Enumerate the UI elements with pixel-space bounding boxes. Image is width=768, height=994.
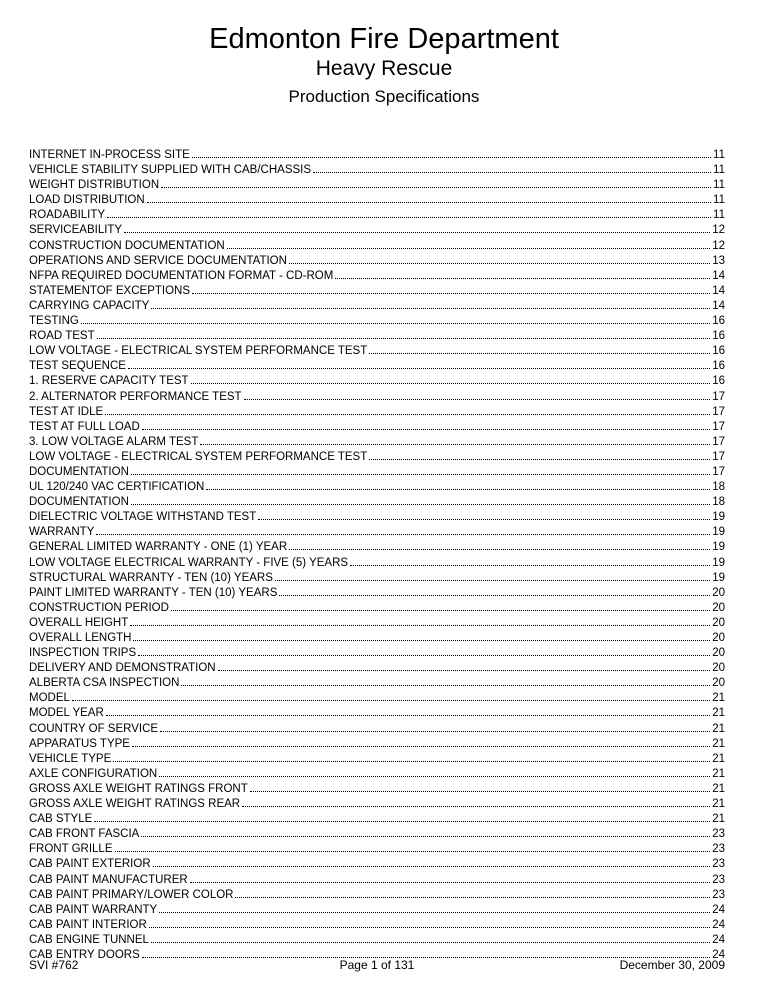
toc-dot-leader: [160, 731, 710, 732]
toc-entry-label: APPARATUS TYPE: [29, 737, 130, 750]
toc-entry-page: 20: [712, 601, 725, 614]
toc-dot-leader: [369, 353, 710, 354]
toc-entry-page: 17: [712, 405, 725, 418]
toc-entry-label: TEST SEQUENCE: [29, 360, 126, 373]
toc-entry-label: WEIGHT DISTRIBUTION: [29, 179, 160, 192]
toc-dot-leader: [81, 323, 710, 324]
toc-entry[interactable]: [29, 842, 725, 857]
toc-entry-page: 20: [712, 616, 725, 629]
toc-entry-label: 2. ALTERNATOR PERFORMANCE TEST: [29, 390, 242, 403]
toc-entry-label: PAINT LIMITED WARRANTY - TEN (10) YEARS: [29, 586, 278, 599]
toc-entry-page: 14: [712, 284, 725, 297]
toc-entry[interactable]: [29, 239, 725, 254]
toc-dot-leader: [142, 429, 710, 430]
toc-entry-page: 23: [712, 858, 725, 871]
toc-entry-label: DOCUMENTATION: [29, 496, 129, 509]
toc-dot-leader: [171, 610, 710, 611]
toc-dot-leader: [131, 474, 710, 475]
toc-entry[interactable]: [29, 540, 725, 555]
toc-entry-page: 11: [713, 164, 725, 177]
toc-entry-label: STATEMENTOF EXCEPTIONS: [29, 284, 191, 297]
document-title: Edmonton Fire Department: [209, 23, 559, 55]
toc-entry[interactable]: [29, 873, 725, 888]
toc-entry-label: VEHICLE STABILITY SUPPLIED WITH CAB/CHASSIS: [29, 164, 312, 177]
toc-entry-page: 14: [712, 299, 725, 312]
toc-entry-label: CAB PAINT INTERIOR: [29, 918, 147, 931]
toc-entry-page: 16: [712, 315, 725, 328]
toc-entry-label: CAB FRONT FASCIA: [29, 828, 140, 841]
toc-dot-leader: [96, 534, 710, 535]
document-subtitle: Heavy Rescue: [315, 57, 453, 80]
toc-entry-label: CAB PAINT WARRANTY: [29, 903, 158, 916]
toc-entry[interactable]: [29, 193, 725, 208]
toc-entry-page: 11: [713, 209, 725, 222]
toc-entry-page: 14: [712, 269, 725, 282]
toc-entry-label: ROADABILITY: [29, 209, 106, 222]
toc-entry-label: NFPA REQUIRED DOCUMENTATION FORMAT - CD-ROM: [29, 269, 334, 282]
toc-entry-label: OVERALL HEIGHT: [29, 616, 129, 629]
toc-entry[interactable]: [29, 737, 725, 752]
toc-dot-leader: [350, 565, 710, 566]
toc-entry-label: INTERNET IN-PROCESS SITE: [29, 149, 190, 161]
toc-dot-leader: [235, 897, 710, 898]
toc-entry[interactable]: [29, 722, 725, 737]
toc-entry[interactable]: [29, 269, 725, 284]
toc-dot-leader: [190, 882, 711, 883]
footer-page-number: Page 1 of 131: [339, 958, 415, 972]
toc-entry-label: OVERALL LENGTH: [29, 632, 132, 644]
toc-entry[interactable]: [29, 314, 725, 329]
toc-entry[interactable]: [29, 661, 725, 676]
toc-entry-page: 23: [712, 873, 725, 886]
toc-entry-label: SERVICEABILITY: [29, 224, 123, 237]
toc-entry[interactable]: [29, 933, 725, 948]
toc-entry-page: 18: [712, 496, 725, 509]
toc-entry-page: 17: [712, 435, 725, 448]
toc-dot-leader: [105, 414, 710, 415]
toc-dot-leader: [200, 444, 710, 445]
toc-entry-page: 18: [712, 481, 725, 494]
toc-entry-page: 19: [712, 556, 725, 569]
toc-entry-page: 19: [712, 511, 725, 524]
toc-entry[interactable]: [29, 616, 725, 631]
toc-dot-leader: [258, 519, 710, 520]
toc-entry-label: 1. RESERVE CAPACITY TEST: [29, 375, 189, 388]
toc-entry[interactable]: [29, 556, 725, 571]
toc-entry-page: 21: [712, 692, 725, 705]
toc-entry[interactable]: [29, 586, 725, 601]
toc-entry-page: 20: [712, 677, 725, 690]
toc-entry[interactable]: [29, 223, 725, 238]
toc-entry-label: LOW VOLTAGE ELECTRICAL WARRANTY - FIVE (5) YEARS: [29, 556, 349, 569]
toc-dot-leader: [153, 866, 711, 867]
toc-dot-leader: [107, 217, 711, 218]
toc-entry[interactable]: [29, 344, 725, 359]
toc-dot-leader: [279, 595, 710, 596]
toc-entry-page: 19: [712, 526, 725, 539]
toc-dot-leader: [289, 549, 710, 550]
toc-entry[interactable]: [29, 359, 725, 374]
toc-dot-leader: [133, 640, 710, 641]
toc-entry-page: 20: [712, 586, 725, 599]
toc-dot-leader: [72, 700, 710, 701]
toc-entry-page: 12: [712, 239, 725, 252]
toc-entry-label: LOW VOLTAGE - ELECTRICAL SYSTEM PERFORMANCE TEST: [29, 450, 368, 463]
toc-entry[interactable]: [29, 767, 725, 782]
toc-entry[interactable]: [29, 329, 725, 344]
toc-entry-label: FRONT GRILLE: [29, 843, 113, 856]
toc-entry-label: STRUCTURAL WARRANTY - TEN (10) YEARS: [29, 571, 273, 584]
toc-dot-leader: [149, 927, 710, 928]
toc-entry[interactable]: [29, 601, 725, 616]
toc-entry[interactable]: [29, 752, 725, 767]
toc-dot-leader: [313, 172, 711, 173]
toc-entry-label: CAB PAINT MANUFACTURER: [29, 873, 188, 886]
toc-entry-page: 12: [712, 224, 725, 237]
toc-dot-leader: [206, 489, 710, 490]
toc-entry[interactable]: [29, 405, 725, 420]
toc-entry-label: GROSS AXLE WEIGHT RATINGS FRONT: [29, 782, 248, 795]
toc-dot-leader: [124, 232, 710, 233]
toc-entry-label: DELIVERY AND DEMONSTRATION: [29, 662, 216, 675]
toc-entry[interactable]: [29, 691, 725, 706]
toc-dot-leader: [275, 580, 710, 581]
toc-entry-label: CAB ENTRY DOORS: [29, 948, 140, 961]
toc-entry-label: COUNTRY OF SERVICE: [29, 722, 159, 735]
toc-entry[interactable]: [29, 299, 725, 314]
toc-entry-page: 16: [712, 345, 725, 358]
toc-entry-page: 16: [712, 330, 725, 343]
toc-entry-page: 11: [713, 149, 725, 161]
toc-dot-leader: [113, 761, 710, 762]
toc-dot-leader: [141, 836, 710, 837]
toc-entry[interactable]: [29, 510, 725, 525]
page-footer: [29, 958, 725, 973]
toc-entry-page: 23: [712, 828, 725, 841]
toc-entry-label: ROAD TEST: [29, 330, 95, 343]
toc-entry-label: CARRYING CAPACITY: [29, 299, 150, 312]
toc-entry-label: CAB STYLE: [29, 813, 93, 826]
toc-entry-page: 21: [712, 737, 725, 750]
toc-entry-label: GROSS AXLE WEIGHT RATINGS REAR: [29, 798, 241, 811]
toc-entry[interactable]: [29, 284, 725, 299]
toc-entry-page: 17: [712, 420, 725, 433]
toc-dot-leader: [192, 157, 711, 158]
toc-entry[interactable]: [29, 148, 725, 163]
toc-dot-leader: [138, 655, 710, 656]
toc-entry[interactable]: [29, 706, 725, 721]
toc-dot-leader: [289, 263, 710, 264]
toc-dot-leader: [94, 821, 710, 822]
toc-entry-label: OPERATIONS AND SERVICE DOCUMENTATION: [29, 254, 287, 267]
toc-entry-page: 21: [712, 798, 725, 811]
toc-entry[interactable]: [29, 208, 725, 223]
toc-dot-leader: [97, 338, 711, 339]
toc-entry[interactable]: [29, 450, 725, 465]
toc-entry-page: 23: [712, 843, 725, 856]
toc-entry[interactable]: [29, 631, 725, 646]
toc-entry[interactable]: [29, 797, 725, 812]
toc-entry-label: DOCUMENTATION: [29, 465, 129, 478]
toc-dot-leader: [227, 248, 711, 249]
toc-dot-leader: [242, 806, 710, 807]
toc-entry-label: 3. LOW VOLTAGE ALARM TEST: [29, 435, 199, 448]
toc-entry[interactable]: [29, 390, 725, 405]
toc-entry-label: CONSTRUCTION DOCUMENTATION: [29, 239, 225, 252]
toc-entry-page: 21: [712, 722, 725, 735]
toc-dot-leader: [106, 715, 710, 716]
toc-entry[interactable]: [29, 163, 725, 178]
toc-dot-leader: [244, 399, 711, 400]
toc-entry[interactable]: [29, 420, 725, 435]
toc-entry-page: 20: [712, 647, 725, 660]
toc-entry-label: CAB PAINT EXTERIOR: [29, 858, 151, 871]
toc-entry[interactable]: [29, 888, 725, 903]
toc-entry[interactable]: [29, 782, 725, 797]
toc-entry-page: 24: [712, 918, 725, 931]
toc-dot-leader: [128, 368, 710, 369]
toc-entry-label: CAB ENGINE TUNNEL: [29, 933, 149, 946]
toc-entry-label: LOAD DISTRIBUTION: [29, 194, 145, 207]
toc-entry-label: DIELECTRIC VOLTAGE WITHSTAND TEST: [29, 511, 257, 524]
toc-dot-leader: [218, 670, 711, 671]
toc-entry-page: 21: [712, 813, 725, 826]
toc-entry-page: 24: [712, 903, 725, 916]
toc-entry-label: TESTING: [29, 315, 79, 328]
toc-entry[interactable]: [29, 495, 725, 510]
toc-entry-label: AXLE CONFIGURATION: [29, 767, 158, 780]
toc-entry[interactable]: [29, 178, 725, 193]
toc-entry[interactable]: [29, 676, 725, 691]
toc-entry-page: 21: [712, 782, 725, 795]
document-section-heading: Production Specifications: [288, 87, 480, 106]
toc-entry-label: ALBERTA CSA INSPECTION: [29, 677, 180, 690]
toc-entry-page: 19: [712, 571, 725, 584]
toc-entry[interactable]: [29, 480, 725, 495]
toc-entry-label: UL 120/240 VAC CERTIFICATION: [29, 481, 205, 494]
toc-dot-leader: [250, 791, 710, 792]
toc-entry-page: 21: [712, 707, 725, 720]
toc-dot-leader: [159, 912, 710, 913]
toc-entry-label: TEST AT IDLE: [29, 405, 104, 418]
toc-entry[interactable]: [29, 254, 725, 269]
footer-document-id: SVI #762: [29, 958, 79, 972]
toc-entry-page: 13: [712, 254, 725, 267]
toc-dot-leader: [181, 685, 710, 686]
toc-entry[interactable]: [29, 525, 725, 540]
toc-entry-page: 21: [712, 767, 725, 780]
toc-entry-page: 24: [712, 948, 725, 961]
toc-dot-leader: [131, 504, 710, 505]
toc-dot-leader: [147, 202, 711, 203]
footer-date: December 30, 2009: [619, 958, 725, 972]
toc-entry-label: VEHICLE TYPE: [29, 752, 112, 765]
toc-entry-page: 19: [712, 541, 725, 554]
toc-dot-leader: [161, 187, 711, 188]
toc-entry-page: 17: [712, 390, 725, 403]
toc-dot-leader: [335, 278, 710, 279]
toc-entry-page: 17: [712, 465, 725, 478]
toc-entry[interactable]: [29, 857, 725, 872]
toc-entry-label: WARRANTY: [29, 526, 95, 539]
toc-dot-leader: [192, 293, 710, 294]
toc-entry-page: 16: [712, 375, 725, 388]
toc-entry-label: LOW VOLTAGE - ELECTRICAL SYSTEM PERFORMANCE TEST: [29, 345, 368, 358]
toc-entry[interactable]: [29, 435, 725, 450]
toc-dot-leader: [159, 776, 710, 777]
toc-entry[interactable]: [29, 571, 725, 586]
toc-entry-page: 20: [712, 632, 725, 644]
toc-dot-leader: [130, 625, 710, 626]
toc-entry[interactable]: [29, 827, 725, 842]
toc-entry-label: MODEL: [29, 692, 70, 705]
toc-entry-label: INSPECTION TRIPS: [29, 647, 137, 660]
toc-entry[interactable]: [29, 918, 725, 933]
toc-entry-label: GENERAL LIMITED WARRANTY - ONE (1) YEAR: [29, 541, 288, 554]
toc-entry-page: 21: [712, 752, 725, 765]
toc-entry[interactable]: [29, 646, 725, 661]
toc-entry-label: CONSTRUCTION PERIOD: [29, 601, 169, 614]
toc-entry[interactable]: [29, 465, 725, 480]
table-of-contents: [29, 148, 725, 963]
document-header: [0, 22, 768, 108]
toc-entry[interactable]: [29, 903, 725, 918]
toc-dot-leader: [115, 851, 711, 852]
toc-entry-page: 23: [712, 888, 725, 901]
toc-entry-page: 11: [713, 179, 725, 192]
toc-entry-page: 17: [712, 450, 725, 463]
toc-entry-page: 24: [712, 933, 725, 946]
toc-dot-leader: [132, 746, 710, 747]
toc-dot-leader: [369, 459, 710, 460]
toc-entry-label: CAB PAINT PRIMARY/LOWER COLOR: [29, 888, 234, 901]
toc-dot-leader: [151, 942, 710, 943]
toc-entry-label: MODEL YEAR: [29, 707, 104, 720]
toc-entry-page: 11: [713, 194, 725, 207]
toc-dot-leader: [191, 383, 711, 384]
toc-entry-page: 16: [712, 360, 725, 373]
toc-dot-leader: [151, 308, 710, 309]
toc-entry[interactable]: [29, 812, 725, 827]
toc-entry[interactable]: [29, 374, 725, 389]
toc-entry-page: 20: [712, 662, 725, 675]
toc-entry-label: TEST AT FULL LOAD: [29, 420, 140, 433]
